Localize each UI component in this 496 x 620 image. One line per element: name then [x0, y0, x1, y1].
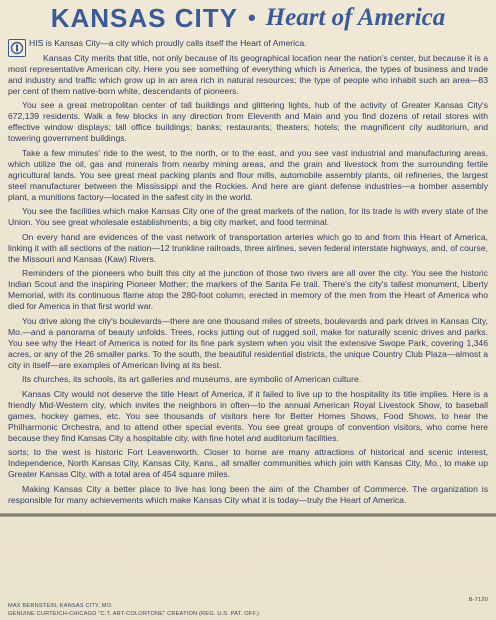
footer	[8, 597, 488, 618]
paragraph: sorts; to the west is historic Fort Leavenworth. Closer to home are many attractions of historical and scenic interest, Independence, North Kansas City, Kansas City, Kans., all smaller communities which join with Kansas City, Mo., to make up Greater Kansas City, with a total area of 454 square miles.	[8, 447, 488, 479]
body-text	[8, 38, 488, 509]
paragraph: Making Kansas City a better place to live has long been the aim of the Chamber of Commerce. The organization is responsible for many achievements which make Kansas City what it is today—truly the Heart of America.	[8, 483, 488, 505]
footer-credits	[8, 602, 259, 618]
paragraph: On every hand are evidences of the vast network of transportation arteries which go to and from this Heart of America, linking it with all sections of the nation—12 trunkline railroads, three airlines, seven federal interstate highways, and, of course, the Missouri and Kansas (Kaw) Rivers.	[8, 231, 488, 264]
paragraph: You see the facilities which make Kansas City one of the great markets of the nation, for its trade is with every state of the Union. You see great wholesale establishments; a big city market, and food terminal.	[8, 206, 488, 227]
paragraph: Take a few minutes' ride to the west, to the north, or to the east, and you see vast industrial and manufacturing areas, which utilize the oil, gas and minerals from nearby mining areas, and the grain and livestock from the surrounding fertile agricultural lands. You see great meat packing plants and flour mills, automobile assembly plants, oil refineries, the largest steel manufacturer between the Mississippi and the Rockies. And here are giant defense industries—a bomber assembly plant, a munitions factory—located in the safest city in the world.	[8, 147, 488, 202]
header	[0, 0, 496, 36]
title-separator: •	[247, 5, 256, 30]
paragraph: Kansas City would not deserve the title Heart of America, if it failed to live up to the hospitality its title implies. Here is a friendly Mid-Western city, which invites the neighbors in often—to the annual American Royal Livestock Show, to baseball games, hockey games, etc. You see thousands of visitors here for Better Homes Shows, Food Shows, to hear the Philharmonic Orchestra, and to attend other special events. You see great groups of convention visitors, who come here because they find Kansas City a hospitable city, with fine hotel and auditorium facilities.	[8, 388, 488, 443]
credit-line: GENUINE CURTEICH-CHICAGO "C.T. ART-COLORTONE" CREATION (REG. U.S. PAT. OFF.)	[8, 611, 260, 617]
paragraph: Reminders of the pioneers who built this city at the junction of those two rivers are all over the city. You see the historic Indian Scout and the inspiring Pioneer Mother; the markers of the Santa Fe trail. There's the city's tallest monument, Liberty Memorial, with its continuous flame atop the 280-foot column, erected in memory of the men from the Heart of America who died for America in that first world war.	[8, 268, 488, 311]
publisher-line: MAX BERNSTEIN, KANSAS CITY, MO.	[8, 603, 113, 609]
paragraph: You drive along the city's boulevards—there are one thousand miles of streets, boulevards and park drives in Kansas City, Mo.—and a panorama of beauty unfolds. Trees, rocks jutting out of rugged soil, make for naturally scenic drives and parks. You see why the Heart of America is noted for its fine park system when you visit the extensive Swope Park, covering 1,346 acres, or any of the 26 smaller parks. To the south, the beautiful residential districts, the unique Country Club Plaza—almost a city in itself—are examples of American living at its best.	[8, 315, 488, 370]
title-heart-of-america: Heart of America	[265, 4, 446, 31]
publisher-emblem-icon	[8, 39, 26, 57]
paragraph: HIS is Kansas City—a city which proudly calls itself the Heart of America.	[8, 38, 488, 49]
title-kansas-city: KANSAS CITY	[50, 2, 238, 33]
paragraph: You see a great metropolitan center of tall buildings and glittering lights, hub of the activity of Greater Kansas City's 672,139 residents. Walk a few blocks in any direction from Eleventh and Main and you find dozens of retail stores with effective window displays; tall office buildings; banks; restaurants; theaters; hotels; the magnificent city auditorium, and towering government buildings.	[8, 100, 488, 143]
paragraph: Its churches, its schools, its art galleries and museums, are symbolic of American culture.	[22, 374, 362, 384]
card-code: B-7120	[468, 597, 488, 603]
paragraph: Kansas City merits that title, not only because of its geographical location near the nation's center, but because it is a most representative American city. Here you see something of everything which is America, the types of business and trade and industry and traffic which grow up in an area rich in natural resources; the type of people who inhabit such an area—83 per cent of them native-born white, descendants of pioneers.	[8, 52, 488, 96]
fold-crease	[0, 513, 496, 517]
